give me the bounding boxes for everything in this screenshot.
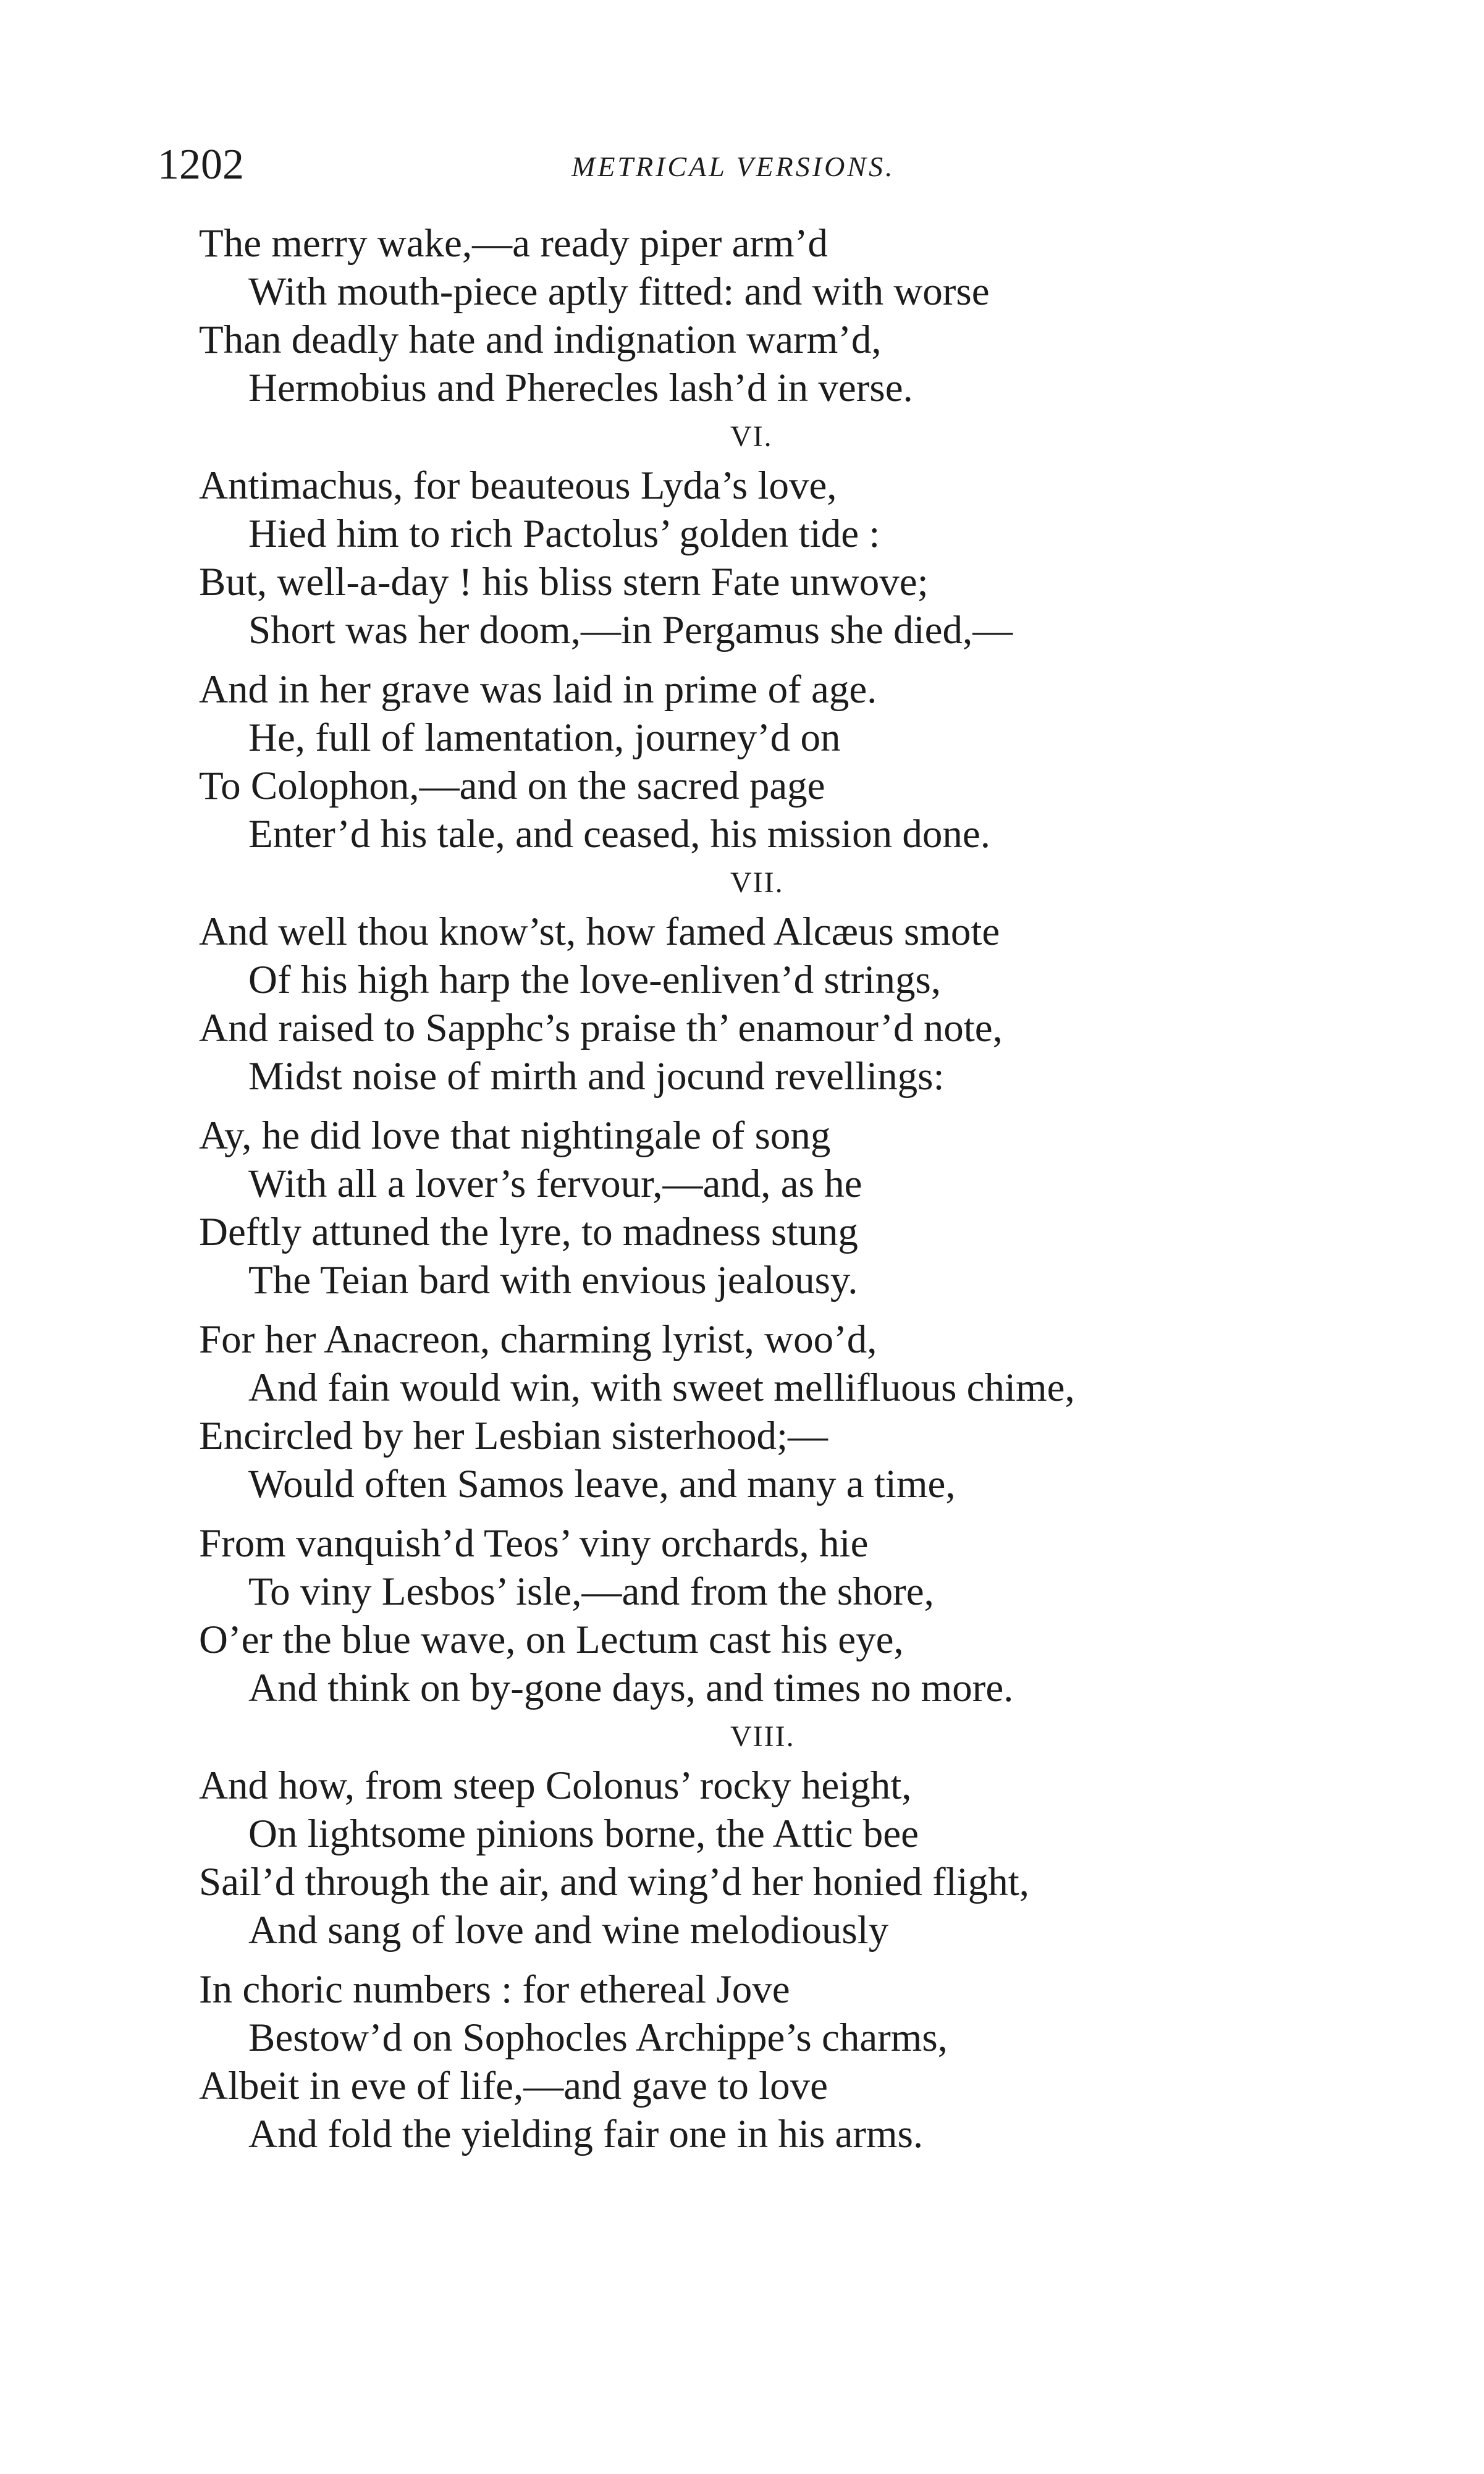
verse-line: Encircled by her Lesbian sisterhood;— <box>199 1414 828 1458</box>
stanza <box>199 1112 1311 1304</box>
verse-line: For her Anacreon, charming lyrist, woo’d, <box>199 1317 877 1362</box>
stanza <box>199 1965 1311 2158</box>
page-number: 1202 <box>158 141 244 188</box>
stanza <box>199 908 1311 1100</box>
verse-line: And fain would win, with sweet mellifluous chime, <box>248 1366 1075 1410</box>
verse-line: With mouth-piece aptly fitted: and with worse <box>248 269 990 314</box>
verse-line: The Teian bard with envious jealousy. <box>248 1258 858 1302</box>
verse-line: And well thou know’st, how famed Alcæus smote <box>199 910 1000 954</box>
verse-line: On lightsome pinions borne, the Attic bee <box>248 1812 919 1856</box>
section-numeral: VIII. <box>730 1720 795 1753</box>
verse-line: And fold the yielding fair one in his arms. <box>248 2112 924 2156</box>
verse-line: Bestow’d on Sophocles Archippe’s charms, <box>248 2016 948 2060</box>
verse-line: Hied him to rich Pactolus’ golden tide : <box>248 512 880 556</box>
verse-line: Than deadly hate and indignation warm’d, <box>199 318 882 362</box>
verse-line: The merry wake,—a ready piper arm’d <box>199 221 828 266</box>
stanza-gap <box>199 1100 1311 1112</box>
verse-line: And in her grave was laid in prime of age. <box>199 667 877 712</box>
verse-line: Short was her doom,—in Pergamus she died,— <box>248 608 1013 652</box>
verse-line: Enter’d his tale, and ceased, his mission done. <box>248 812 991 856</box>
stanza <box>199 665 1311 858</box>
verse-line: With all a lover’s fervour,—and, as he <box>248 1162 862 1206</box>
verse-line: Antimachus, for beauteous Lyda’s love, <box>199 463 837 508</box>
verse-line: From vanquish’d Teos’ viny orchards, hie <box>199 1521 869 1566</box>
verse-line: And raised to Sapphc’s praise th’ enamour’d note, <box>199 1006 1003 1050</box>
stanza-gap <box>199 1508 1311 1519</box>
verse-line: Deftly attuned the lyre, to madness stung <box>199 1210 858 1254</box>
verse-line: And sang of love and wine melodiously <box>248 1908 889 1953</box>
verse-line: To Colophon,—and on the sacred page <box>199 764 825 808</box>
verse-line: Would often Samos leave, and many a time, <box>248 1462 956 1506</box>
verse-line: And how, from steep Colonus’ rocky height, <box>199 1763 912 1808</box>
poem-body <box>199 219 1311 2158</box>
verse-line: He, full of lamentation, journey’d on <box>248 716 841 760</box>
verse-line: In choric numbers : for ethereal Jove <box>199 1967 790 2012</box>
stanza-gap <box>199 1954 1311 1965</box>
stanza <box>199 1315 1311 1508</box>
stanza <box>199 219 1311 412</box>
verse-line: Midst noise of mirth and jocund revellings: <box>248 1054 945 1099</box>
stanza <box>199 1762 1311 1954</box>
verse-line: Ay, he did love that nightingale of song <box>199 1113 831 1158</box>
verse-line: Albeit in eve of life,—and gave to love <box>199 2064 828 2108</box>
verse-line: But, well-a-day ! his bliss stern Fate unwove; <box>199 560 929 604</box>
verse-line: O’er the blue wave, on Lectum cast his eye, <box>199 1618 904 1662</box>
verse-line: And think on by-gone days, and times no more. <box>248 1666 1014 1710</box>
stanza <box>199 462 1311 654</box>
verse-line: Of his high harp the love-enliven’d strings, <box>248 958 942 1002</box>
verse-line: Hermobius and Pherecles lash’d in verse. <box>248 366 913 410</box>
verse-line: To viny Lesbos’ isle,—and from the shore, <box>248 1569 934 1614</box>
stanza <box>199 1519 1311 1712</box>
page-header <box>158 137 961 193</box>
section-numeral: VII. <box>730 866 784 899</box>
section-numeral: VI. <box>730 420 773 453</box>
stanza-gap <box>199 654 1311 665</box>
running-head: METRICAL VERSIONS. <box>571 151 895 182</box>
verse-line: Sail’d through the air, and wing’d her honied flight, <box>199 1860 1030 1904</box>
stanza-gap <box>199 1304 1311 1315</box>
